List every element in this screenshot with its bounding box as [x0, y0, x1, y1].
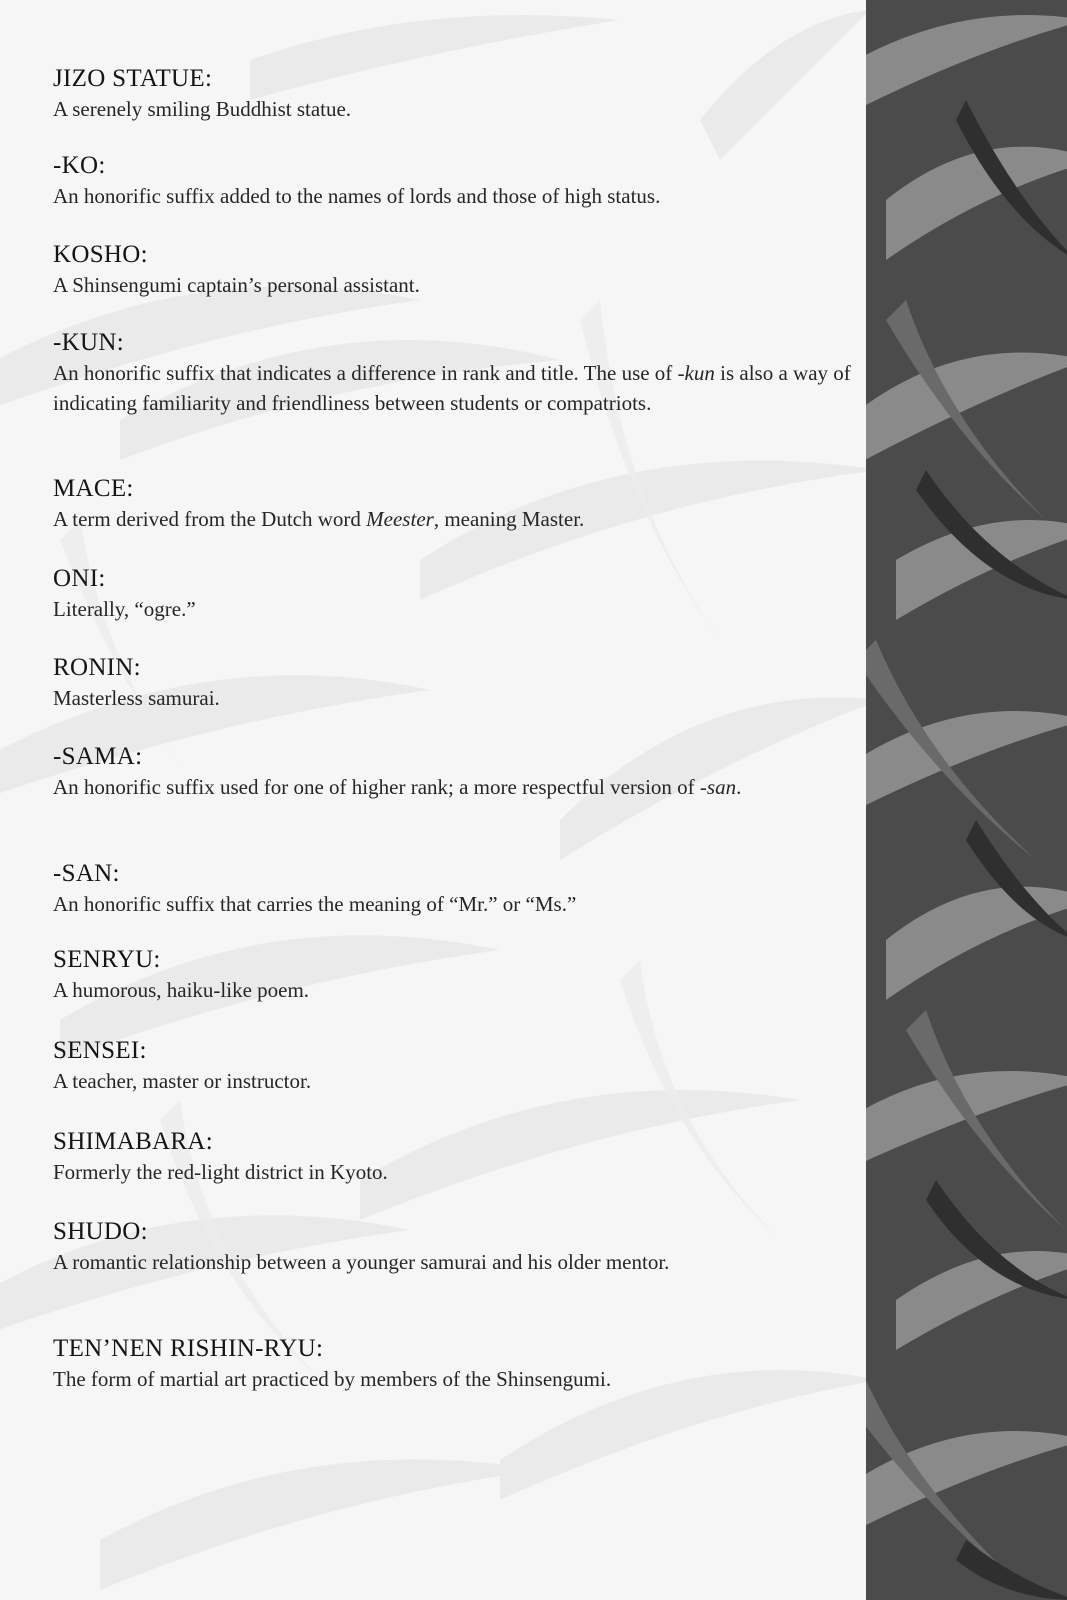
glossary-entry [53, 328, 853, 418]
glossary-definition: A teacher, master or instructor. [53, 1069, 312, 1093]
glossary-definition: Formerly the red-light district in Kyoto. [53, 1160, 388, 1184]
glossary-definition: An honorific suffix added to the names of lords and those of high status. [53, 184, 661, 208]
glossary-definition: A Shinsengumi captain’s personal assistant. [53, 273, 420, 297]
glossary-entry [53, 1334, 853, 1394]
glossary-term: -SAN: [53, 860, 120, 887]
glossary-term: SENSEI: [53, 1037, 147, 1064]
glossary-definition [53, 772, 853, 802]
decorative-side-panel [866, 0, 1067, 1600]
glossary-term: -KO: [53, 152, 106, 179]
definition-text: An honorific suffix that indicates a difference in rank and title. The use of [53, 361, 678, 385]
glossary-entry [53, 151, 853, 211]
glossary-term: -KUN: [53, 329, 124, 356]
glossary-term: JIZO STATUE: [53, 65, 213, 92]
glossary-entry [53, 474, 853, 534]
glossary-entry [53, 859, 853, 919]
definition-emphasis: -san [699, 775, 737, 799]
glossary-entry [53, 945, 853, 1005]
glossary-entry [53, 742, 853, 802]
glossary-entry [53, 64, 853, 124]
definition-text: An honorific suffix used for one of higher rank; a more respectful version of [53, 775, 700, 799]
glossary-entry [53, 564, 853, 624]
glossary-entry [53, 1217, 853, 1277]
glossary-term: ONI: [53, 565, 106, 592]
glossary-definition [53, 358, 853, 418]
glossary-term: TEN’NEN RISHIN-RYU: [53, 1335, 324, 1362]
glossary-definition: The form of martial art practiced by members of the Shinsengumi. [53, 1367, 612, 1391]
glossary-term: MACE: [53, 475, 134, 502]
glossary-definition: Masterless samurai. [53, 686, 220, 710]
glossary-entry [53, 653, 853, 713]
glossary-definition: A serenely smiling Buddhist statue. [53, 97, 352, 121]
leaf-pattern-dark [866, 0, 1067, 1600]
glossary-definition: Literally, “ogre.” [53, 597, 196, 621]
definition-emphasis: Meester [366, 507, 434, 531]
glossary-definition: A romantic relationship between a younger samurai and his older mentor. [53, 1250, 670, 1274]
glossary-term: SENRYU: [53, 946, 161, 973]
glossary-entry [53, 240, 853, 300]
glossary-definition [53, 504, 853, 534]
glossary-definition: An honorific suffix that carries the meaning of “Mr.” or “Ms.” [53, 892, 577, 916]
glossary-term: KOSHO: [53, 241, 148, 268]
definition-text: , meaning Master. [433, 507, 585, 531]
glossary-entry [53, 1127, 853, 1187]
glossary-term: RONIN: [53, 654, 141, 681]
definition-text: A term derived from the Dutch word [53, 507, 367, 531]
definition-text: . [736, 775, 742, 799]
glossary-entry [53, 1036, 853, 1096]
glossary-term: -SAMA: [53, 743, 143, 770]
definition-text: is also a way of indicating familiarity and friendliness between students or compatriots. [53, 361, 851, 415]
definition-emphasis: -kun [677, 361, 715, 385]
glossary-definition: A humorous, haiku-like poem. [53, 978, 310, 1002]
glossary-term: SHUDO: [53, 1218, 148, 1245]
glossary-term: SHIMABARA: [53, 1128, 213, 1155]
